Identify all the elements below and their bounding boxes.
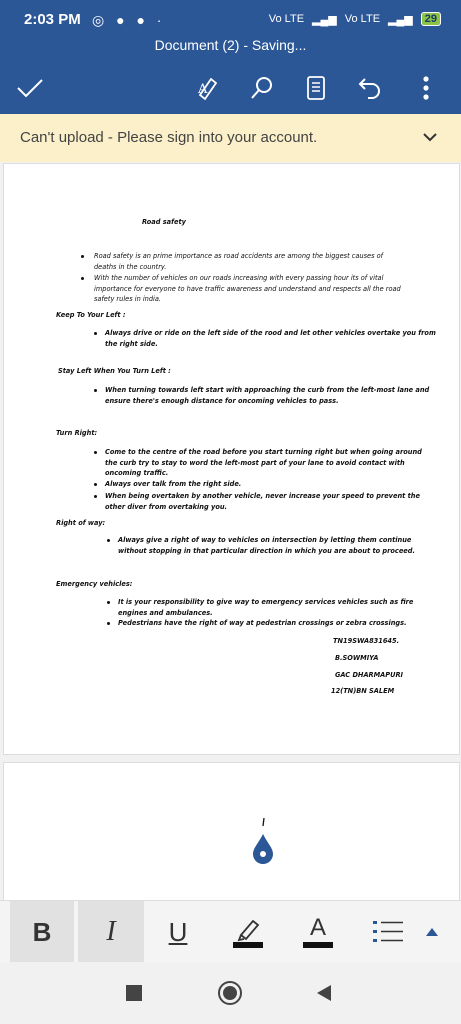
signal-icon: ▂▄▆ xyxy=(312,13,337,26)
more-vertical-icon xyxy=(422,75,430,101)
expand-banner-button[interactable] xyxy=(421,128,439,151)
signal-icon: ▂▄▆ xyxy=(388,13,413,26)
network-1-label: Vo LTE xyxy=(268,13,305,25)
underline-label: U xyxy=(168,916,188,947)
bold-label: B xyxy=(32,916,52,947)
bullet xyxy=(107,539,110,542)
bold-button[interactable] xyxy=(10,901,74,963)
section-bullet xyxy=(105,479,241,490)
undo-icon xyxy=(357,75,383,101)
text-line: the curb try to stay to word the left-most part of your lane to avoid contact with xyxy=(105,458,405,467)
expand-toolbar-button[interactable] xyxy=(404,901,460,963)
text-line: Road safety is an prime importance as road accidents are among the biggest causes of xyxy=(94,252,383,260)
pen-icon xyxy=(195,75,221,101)
text-line: other diver from overtaking you. xyxy=(105,502,228,511)
undo-button[interactable] xyxy=(352,68,388,108)
text-line: Come to the centre of the road before you start turning right but when going around xyxy=(105,448,422,456)
bullet xyxy=(94,389,97,392)
signature-line: 12(TN)BN SALEM xyxy=(331,687,395,695)
bullet xyxy=(107,622,110,625)
signature-line: B.SOWMIYA xyxy=(335,654,379,662)
text-line: Always drive or ride on the left side of the rood and let other vehicles overtake you from xyxy=(105,329,436,337)
text-line: Always over talk from the right side. xyxy=(105,480,242,488)
section-heading: Keep To Your Left : xyxy=(56,311,126,319)
section-heading: Stay Left When You Turn Left : xyxy=(58,367,171,375)
intro-paragraph-2 xyxy=(94,273,401,305)
section-bullet xyxy=(105,385,429,406)
document-page[interactable] xyxy=(3,163,460,755)
bullet xyxy=(81,277,84,280)
search-icon xyxy=(249,75,275,101)
cursor-handle-icon xyxy=(251,818,275,866)
system-nav-bar xyxy=(0,962,461,1024)
caret-up-icon xyxy=(425,927,439,937)
text-line: With the number of vehicles on our roads increasing with every passing hour its of vital xyxy=(94,274,384,282)
intro-paragraph-1 xyxy=(94,251,383,272)
text-line: When being overtaken by another vehicle, never increase your speed to prevent the xyxy=(105,492,420,500)
top-toolbar xyxy=(0,68,461,108)
section-heading: Turn Right: xyxy=(56,429,98,437)
document-page-2[interactable] xyxy=(3,762,460,906)
italic-label: I xyxy=(106,916,116,947)
text-line: Pedestrians have the right of way at pedestrian crossings or zebra crossings. xyxy=(118,619,407,627)
chevron-down-icon xyxy=(421,128,439,146)
format-toolbar xyxy=(0,900,461,963)
section-bullet xyxy=(105,447,422,479)
font-color-icon xyxy=(303,916,333,948)
notification-icons: ◎ ● ● · xyxy=(92,12,166,28)
document-title: Document (2) - Saving... xyxy=(154,37,307,53)
mobile-view-icon xyxy=(305,75,327,101)
text-line: deaths in the country. xyxy=(94,262,167,271)
find-button[interactable] xyxy=(244,68,280,108)
banner-message: Can't upload - Please sign into your account. xyxy=(20,129,318,146)
text-line: When turning towards left start with approaching the curb from the left-most lane and xyxy=(105,386,430,394)
checkmark-icon xyxy=(15,77,45,99)
font-color-swatch xyxy=(303,942,333,948)
back-icon xyxy=(316,984,332,1002)
svg-text:A: A xyxy=(198,82,208,97)
underline-button[interactable] xyxy=(148,901,208,963)
upload-warning-banner xyxy=(0,114,461,162)
status-right xyxy=(269,12,441,26)
home-icon xyxy=(223,986,237,1000)
signature-line: GAC DHARMAPURI xyxy=(335,671,404,679)
text-line: Always give a right of way to vehicles on intersection by letting them continue xyxy=(118,536,412,544)
text-line: the right side. xyxy=(105,339,158,348)
bullet xyxy=(94,495,97,498)
section-bullet xyxy=(118,597,413,618)
bullet xyxy=(94,451,97,454)
text-line: engines and ambulances. xyxy=(118,608,213,617)
italic-button[interactable] xyxy=(78,901,144,963)
status-time: 2:03 PM xyxy=(24,11,81,28)
recents-button[interactable] xyxy=(126,985,142,1001)
text-line: safety rules in india. xyxy=(94,295,162,303)
bullet xyxy=(94,483,97,486)
text-line: oncoming traffic. xyxy=(105,469,169,477)
text-line: without stopping in that particular direction in which you are about to proceed. xyxy=(118,546,415,555)
back-button[interactable] xyxy=(316,984,332,1007)
section-bullet xyxy=(105,491,420,512)
section-heading: Emergency vehicles: xyxy=(56,580,133,588)
battery-icon: 29 xyxy=(421,12,441,26)
highlight-button[interactable] xyxy=(218,901,278,963)
section-bullet xyxy=(118,618,407,629)
section-bullet xyxy=(105,328,436,349)
network-2-label: Vo LTE xyxy=(344,13,381,25)
status-bar xyxy=(0,0,461,40)
bullet xyxy=(107,601,110,604)
font-color-label: A xyxy=(309,914,326,941)
text-line: It is your responsibility to give way to emergency services vehicles such as fire xyxy=(118,598,414,606)
section-bullet xyxy=(118,535,415,556)
bullet-list-icon xyxy=(371,917,405,947)
mobile-view-button[interactable] xyxy=(298,68,334,108)
text-line: importance for everyone to have traffic awareness and understand and respects all the road xyxy=(94,284,401,293)
text-line: ensure there's enough distance for oncoming vehicles to pass. xyxy=(105,396,339,405)
home-button[interactable] xyxy=(218,981,242,1005)
text-cursor-handle[interactable] xyxy=(251,818,275,871)
highlighter-icon xyxy=(231,915,265,949)
app-header xyxy=(0,0,461,114)
section-heading: Right of way: xyxy=(56,519,106,527)
draw-button[interactable] xyxy=(190,68,226,108)
done-button[interactable] xyxy=(12,68,48,108)
document-heading: Road safety xyxy=(142,218,186,226)
signature-line: TN19SWA831645. xyxy=(333,637,400,645)
bullet xyxy=(94,332,97,335)
more-options-button[interactable] xyxy=(408,68,444,108)
bullet xyxy=(81,255,84,258)
font-color-button[interactable] xyxy=(288,901,348,963)
